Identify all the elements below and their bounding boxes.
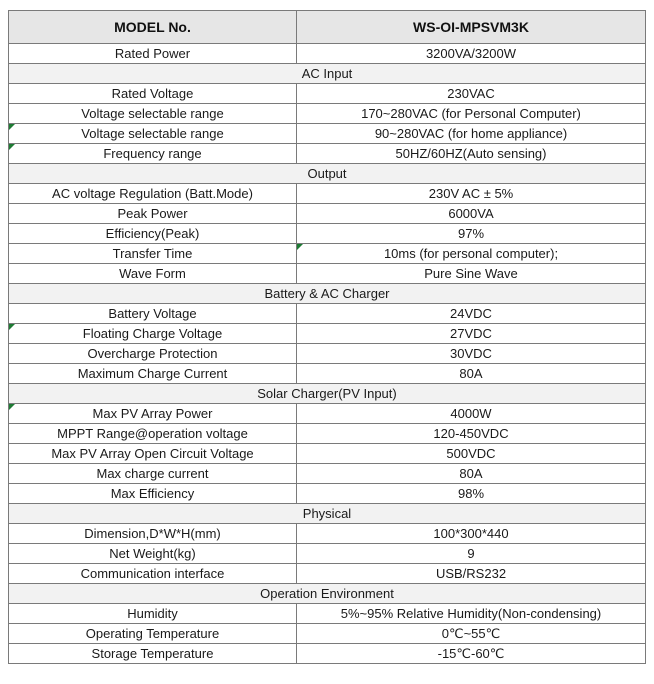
table-row — [9, 364, 646, 384]
table-row — [9, 524, 646, 544]
row-label: Max PV Array Open Circuit Voltage — [9, 444, 297, 464]
row-label: Floating Charge Voltage — [9, 324, 297, 344]
row-value: 30VDC — [297, 344, 646, 364]
table-row — [9, 324, 646, 344]
table-row — [9, 624, 646, 644]
row-label: Max Efficiency — [9, 484, 297, 504]
table-row — [9, 484, 646, 504]
header-row — [9, 11, 646, 44]
row-label: Voltage selectable range — [9, 124, 297, 144]
row-value: 24VDC — [297, 304, 646, 324]
section-title: Physical — [9, 504, 646, 524]
row-value: -15℃-60℃ — [297, 644, 646, 664]
table-row — [9, 104, 646, 124]
section-header-ac-input — [9, 64, 646, 84]
row-value: 0℃~55℃ — [297, 624, 646, 644]
table-row — [9, 564, 646, 584]
row-value: 50HZ/60HZ(Auto sensing) — [297, 144, 646, 164]
table-row — [9, 224, 646, 244]
row-value: 100*300*440 — [297, 524, 646, 544]
row-value: 27VDC — [297, 324, 646, 344]
table-row — [9, 424, 646, 444]
table-row — [9, 404, 646, 424]
row-label: Overcharge Protection — [9, 344, 297, 364]
table-row — [9, 644, 646, 664]
table-row — [9, 204, 646, 224]
row-value: 98% — [297, 484, 646, 504]
row-label: Wave Form — [9, 264, 297, 284]
table-row — [9, 444, 646, 464]
header-label: MODEL No. — [9, 11, 297, 44]
row-value: 4000W — [297, 404, 646, 424]
row-label: Max PV Array Power — [9, 404, 297, 424]
row-value: 230V AC ± 5% — [297, 184, 646, 204]
row-value: 97% — [297, 224, 646, 244]
row-value: 500VDC — [297, 444, 646, 464]
table-row — [9, 124, 646, 144]
row-value: 80A — [297, 464, 646, 484]
table-row — [9, 344, 646, 364]
model-number: WS-OI-MPSVM3K — [297, 11, 646, 44]
section-title: AC Input — [9, 64, 646, 84]
section-header-battery-charger — [9, 284, 646, 304]
row-label: Storage Temperature — [9, 644, 297, 664]
row-label: Net Weight(kg) — [9, 544, 297, 564]
row-label: Maximum Charge Current — [9, 364, 297, 384]
section-header-physical — [9, 504, 646, 524]
row-label: Operating Temperature — [9, 624, 297, 644]
section-header-output — [9, 164, 646, 184]
row-value: USB/RS232 — [297, 564, 646, 584]
row-value: 3200VA/3200W — [297, 44, 646, 64]
row-label: Rated Voltage — [9, 84, 297, 104]
row-value: 5%~95% Relative Humidity(Non-condensing) — [297, 604, 646, 624]
section-title: Battery & AC Charger — [9, 284, 646, 304]
row-label: Dimension,D*W*H(mm) — [9, 524, 297, 544]
row-value: 230VAC — [297, 84, 646, 104]
table-row — [9, 604, 646, 624]
row-label: Humidity — [9, 604, 297, 624]
row-value: 120-450VDC — [297, 424, 646, 444]
row-label: Communication interface — [9, 564, 297, 584]
table-row — [9, 304, 646, 324]
row-label: Transfer Time — [9, 244, 297, 264]
table-row — [9, 144, 646, 164]
table-row — [9, 464, 646, 484]
row-label: AC voltage Regulation (Batt.Mode) — [9, 184, 297, 204]
row-label: Efficiency(Peak) — [9, 224, 297, 244]
row-value: 90~280VAC (for home appliance) — [297, 124, 646, 144]
row-label: Battery Voltage — [9, 304, 297, 324]
table-row — [9, 84, 646, 104]
section-title: Operation Environment — [9, 584, 646, 604]
row-value: 10ms (for personal computer); — [297, 244, 646, 264]
section-title: Output — [9, 164, 646, 184]
table-row — [9, 44, 646, 64]
table-row — [9, 184, 646, 204]
section-header-environment — [9, 584, 646, 604]
row-value: 170~280VAC (for Personal Computer) — [297, 104, 646, 124]
row-label: Max charge current — [9, 464, 297, 484]
section-title: Solar Charger(PV Input) — [9, 384, 646, 404]
row-label: Rated Power — [9, 44, 297, 64]
spec-table — [8, 10, 646, 664]
row-value: 9 — [297, 544, 646, 564]
row-value: 80A — [297, 364, 646, 384]
row-value: 6000VA — [297, 204, 646, 224]
row-value: Pure Sine Wave — [297, 264, 646, 284]
table-row — [9, 544, 646, 564]
section-header-solar-charger — [9, 384, 646, 404]
row-label: Voltage selectable range — [9, 104, 297, 124]
table-row — [9, 244, 646, 264]
row-label: MPPT Range@operation voltage — [9, 424, 297, 444]
row-label: Peak Power — [9, 204, 297, 224]
table-row — [9, 264, 646, 284]
row-label: Frequency range — [9, 144, 297, 164]
